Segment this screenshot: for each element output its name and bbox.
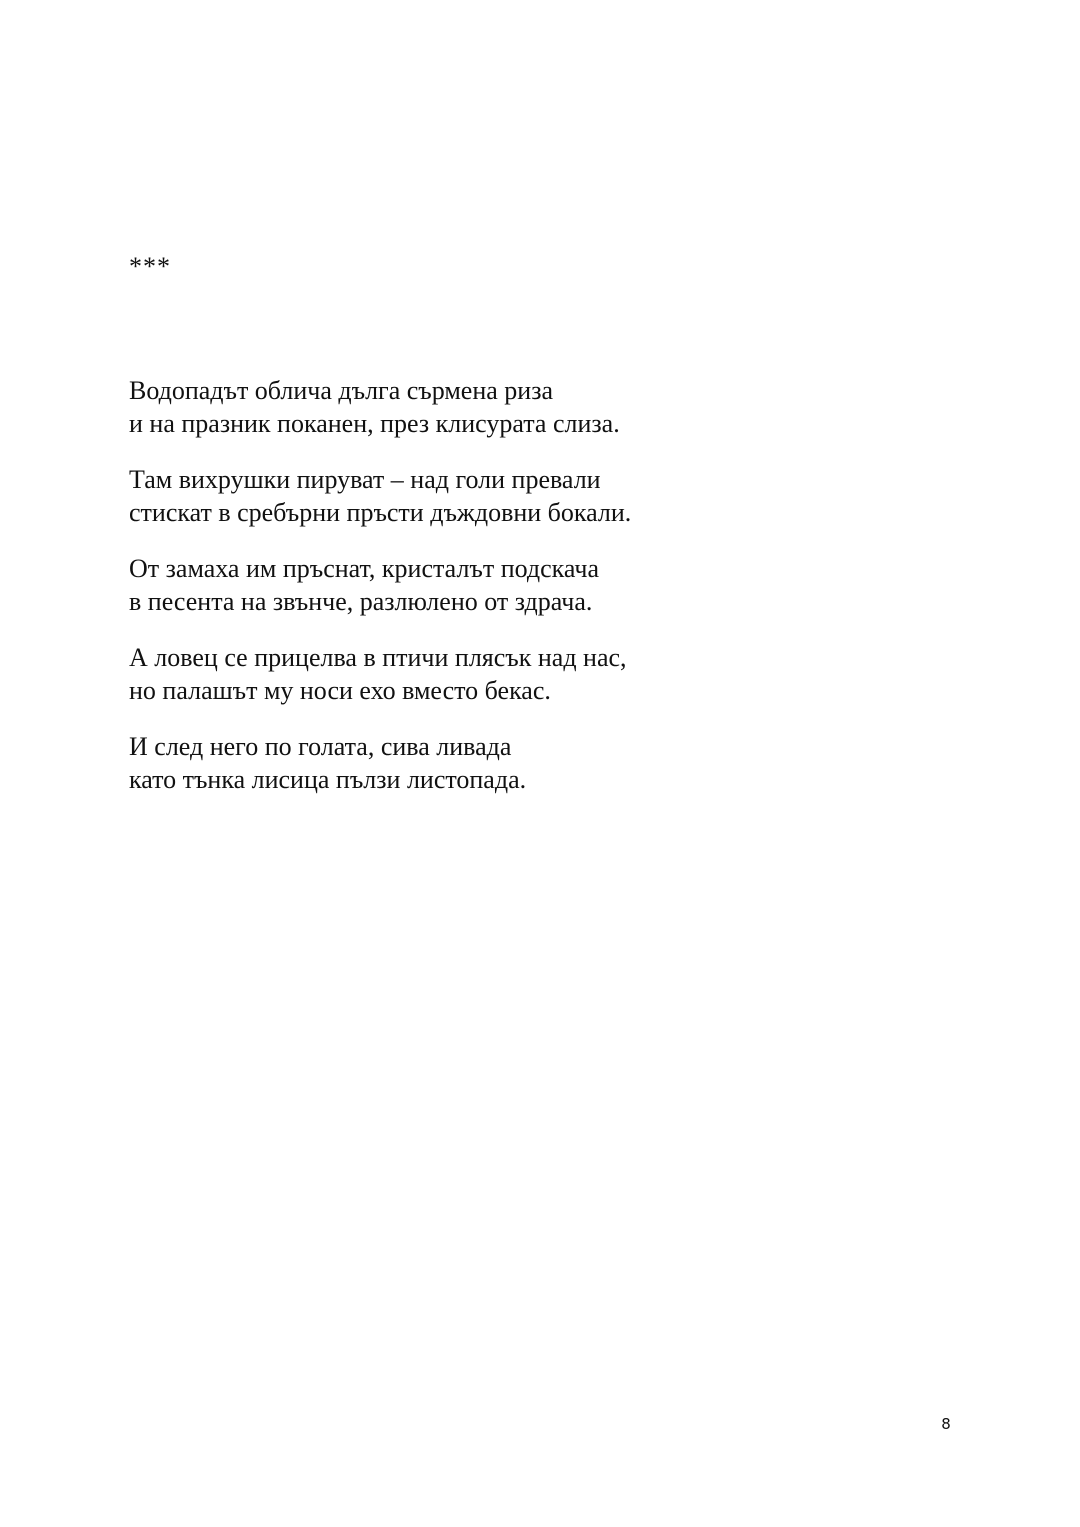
- poem-line: И след него по голата, сива ливада: [129, 732, 512, 761]
- page-number: 8: [941, 1415, 951, 1433]
- poem-line: Там вихрушки пируват – над голи превали: [129, 465, 601, 494]
- stanza: [129, 730, 929, 796]
- poem-body: [129, 374, 929, 819]
- poem-line: От замаха им пръснат, кристалът подскача: [129, 554, 600, 583]
- poem-line: А ловец се прицелва в птичи плясък над нас,: [129, 643, 627, 672]
- poem-title: ***: [129, 252, 171, 281]
- poem-line: но палашът му носи ехо вместо бекас.: [129, 676, 551, 705]
- stanza: [129, 374, 929, 440]
- poem-line: като тънка лисица пълзи листопада.: [129, 765, 527, 794]
- stanza: [129, 552, 929, 618]
- poem-line: Водопадът облича дълга сърмена риза: [129, 376, 554, 405]
- stanza: [129, 641, 929, 707]
- poem-line: стискат в сребърни пръсти дъждовни бокали.: [129, 498, 632, 527]
- poem-line: в песента на звънче, разлюлено от здрача.: [129, 587, 593, 616]
- poem-line: и на празник поканен, през клисурата слиза.: [129, 409, 620, 438]
- stanza: [129, 463, 929, 529]
